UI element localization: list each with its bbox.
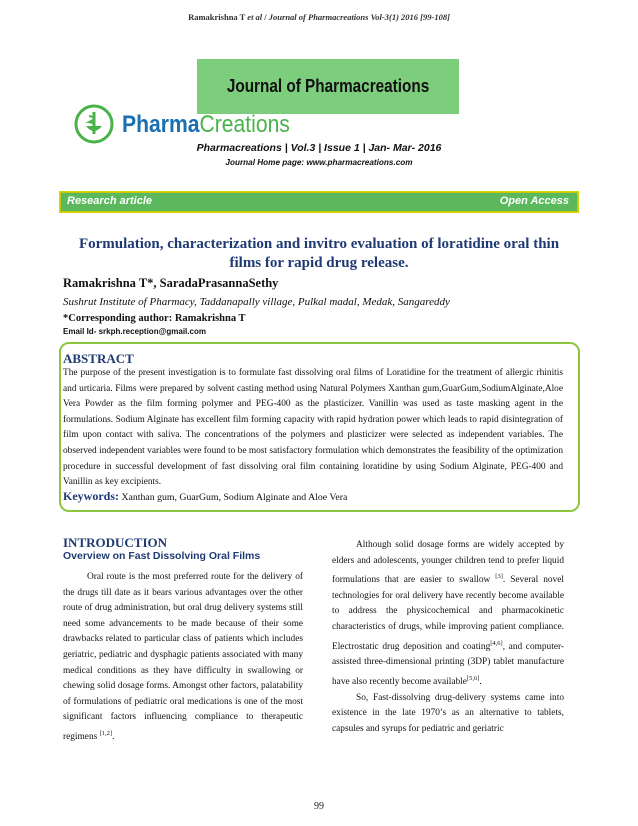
email-address: Email Id- srkph.reception@gmail.com [63, 327, 206, 336]
issue-line: Pharmacreations | Vol.3 | Issue 1 | Jan- Mar- 2016 [196, 142, 442, 154]
page-number: 99 [314, 801, 324, 812]
article-title: Formulation, characterization and invitro evaluation of loratidine oral thin films for rapid drug release. [78, 236, 560, 271]
keywords [63, 489, 347, 504]
left-column-text: Oral route is the most preferred route for the delivery of the drugs till date as it bears various advantages over the other route of drug administration, but oral drug delivery systems still need some advancements to be made because of their some drawbacks related to particular class of patients which includes geriatric, pediatric and dysphagic patients associated with many medical conditions as they have difficulty in swallowing or chewing solid dosage forms. Amongst other factors, palatability of formulations of pediatric oral medications is one of the most significant factors influencing compliance to therapeutic regimens [1,2]. [63, 572, 303, 743]
introduction-heading: INTRODUCTION [63, 535, 168, 550]
keywords-label: Keywords: [63, 489, 119, 503]
journal-banner [197, 59, 459, 114]
right-column-text: Although solid dosage forms are widely accepted by elders and adolescents, younger children tend to prefer liquid formulations that are easier to swallow [3]. Several novel technologies for oral delivery have recently become available to address the physicochemical and pharmacokinetic characteristics of drugs, while improving patient compliance. Electrostatic drug deposition and coating[4,6], and computer-assisted three-dimensional printing (3DP) tablet manufacture have also recently become available[5,6]. So, Fast-dissolving drug-delivery systems came into existence in the late 1970’s as an alternative to tablets, capsules and syrups for pediatric and geriatric [332, 540, 565, 734]
running-head: Ramakrishna T et al / Journal of Pharmacreations Vol-3(1) 2016 [99-108] [188, 12, 450, 22]
article-type: Research article [67, 195, 152, 207]
section-subheading: Overview on Fast Dissolving Oral Films [63, 550, 261, 562]
authors: Ramakrishna T*, SaradaPrasannaSethy [63, 276, 279, 290]
pharmacreations-logo-text: PharmaCreations [122, 111, 290, 138]
affiliation: Sushrut Institute of Pharmacy, Taddanapally village, Pulkal madal, Medak, Sangareddy [63, 296, 450, 308]
abstract-heading: ABSTRACT [63, 351, 134, 366]
corresponding-author: *Corresponding author: Ramakrishna T [63, 313, 246, 324]
open-access-label: Open Access [499, 195, 569, 207]
keywords-list: Xanthan gum, GuarGum, Sodium Alginate and Aloe Vera [119, 492, 348, 503]
article-type-band [59, 191, 579, 213]
pharma-logo-icon [74, 104, 114, 144]
homepage-line: Journal Home page: www.pharmacreations.com [225, 158, 413, 167]
journal-name: Journal of Pharmacreations [226, 76, 430, 96]
abstract-text: The purpose of the present investigation is to formulate fast dissolving oral films of Loratidine for the treatment of allergic rhinitis and urticaria. Films were prepared by solvent casting method using Natural Polymers Xanthan gum,GuarGum,SodiumAlginate,Aloe Vera Powder as the film forming polymer and PEG-400 as the plasticizer. Vanillin was used as taste masking agent in the formulations. Sodium Alginate has excellent film forming capacity with rapid hydration power which leads to rapid disintegration of film upon contact with saliva. The concentrations of the polymers and plasticizer were selected as independent variables. The observed independent variables were found to be most satisfactory formulation which demonstrates the feasibility of the optimization procedure in successful development of fast dissolving oral film containing loratidine by using Sodium Alginate, PEG-400 and Vanillin as key excipients. [63, 368, 563, 488]
